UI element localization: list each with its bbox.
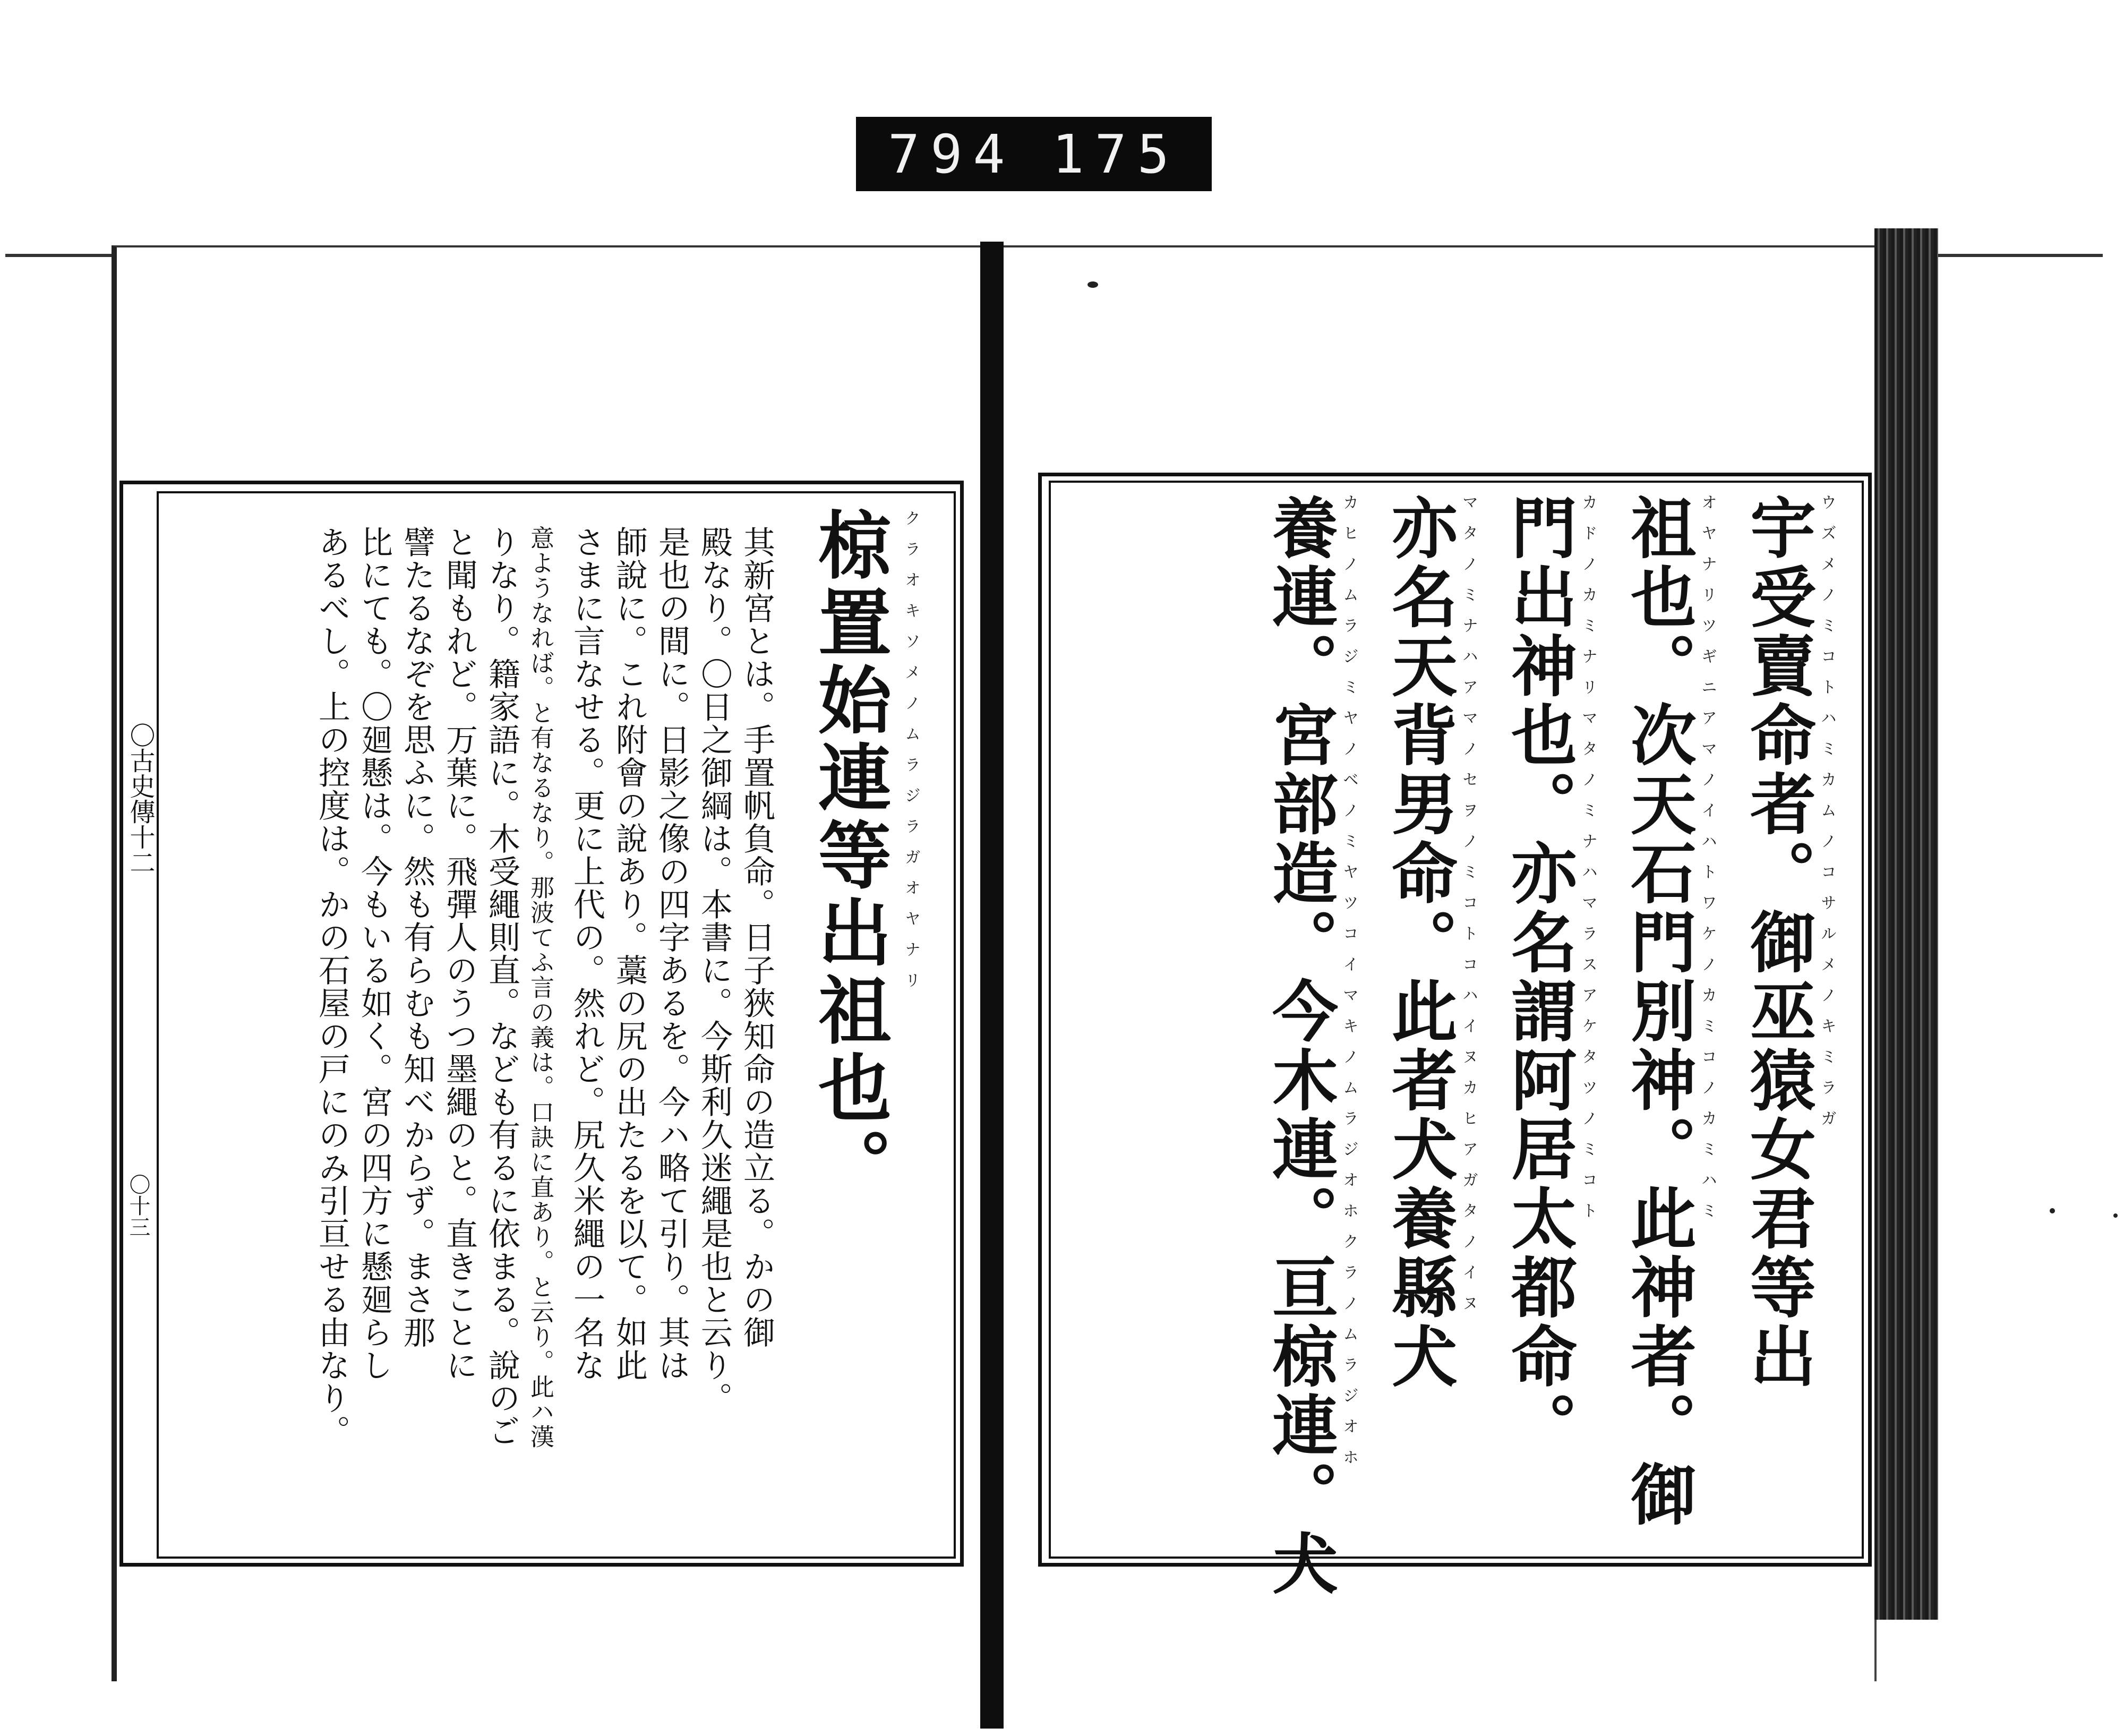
running-title: 〇古史傳十二 [125, 722, 155, 875]
commentary-column: と聞もれど。万葉に。飛彈人のうつ墨繩のと。直きことに [441, 526, 478, 1382]
commentary-column: 是也の間に。日影之像の四字あるを。今ハ略て引り。其は [653, 526, 690, 1382]
commentary-column: 譬たるなぞを思ふに。然も有らむも知べからず。まさ那 [398, 526, 435, 1349]
commentary-column: あるべし。上の控度は。かの石屋の戸にのみ引亘せる由なり。 [313, 526, 350, 1448]
commentary-column: 殿なり。〇日之御綱は。本書に。今斯利久迷繩是也と云り。 [696, 526, 733, 1415]
scan-label [856, 117, 1212, 191]
page-edges [1874, 228, 1938, 1620]
commentary-column: 師說に。これ附會の說あり。藁の尻の出たるを以て。如此 [611, 526, 648, 1382]
scan-number-right: 175 [1052, 123, 1180, 185]
main-text-column: 亦名天背男命。此者犬養縣犬 [1381, 494, 1458, 1391]
title-ruby: クラオキソメノムラジラガオヤナリ [902, 510, 920, 1003]
main-text-column: 門出神也。亦名謂阿居太都命。 [1500, 494, 1577, 1460]
ruby-line: カドノカミナリマタノミナハマラスアケタツノミコト [1579, 494, 1597, 1233]
scan-speck [1087, 281, 1098, 288]
section-title: 椋置始連等出祖也。 [806, 507, 893, 1205]
scan-number-left: 794 [888, 123, 1016, 185]
commentary-column: 比にても。〇廻懸は。今もいる如く。宮の四方に懸廻らし [356, 526, 393, 1382]
commentary-column: 其新宮とは。手置帆負命。日子狹知命の造立る。かの御 [738, 526, 775, 1349]
book-gutter [980, 242, 1004, 1729]
main-text-column: 宇受賣命者。御巫猿女君等出 [1739, 494, 1816, 1391]
ruby-line: カヒノムラジミヤノベノミヤツコイマキノムラジオホクラノムラジオホ [1340, 494, 1358, 1480]
scan-speck [2050, 1208, 2055, 1213]
main-text-column: 養連。宮部造。今木連。亘椋連。犬 [1261, 494, 1338, 1598]
ruby-line: マタノミナハアマノセヲノミコトコハイヌカヒアガタノイヌ [1459, 494, 1478, 1325]
main-text-column: 祖也。次天石門別神。此神者。御 [1620, 494, 1697, 1529]
commentary-column: 意ようなれば。と有なるなり。那波てふ言の義は。口訣に直あり。と云り。此ハ漢 [526, 526, 554, 1449]
ruby-line: オヤナリツギニアマノイハトワケノカミコノカミハミ [1698, 494, 1717, 1233]
commentary-column: りなり。籍家語に。木受繩則直。なども有るに依まる。說のご [483, 526, 520, 1448]
commentary-column: さまに言なせる。更に上代の。然れど。尻久米繩の一名な [568, 526, 605, 1382]
scan-speck [2113, 1213, 2118, 1218]
ruby-line: ウズメノミコトハミカムノコサルメノキミラガ [1818, 494, 1836, 1141]
page-number: 〇十三 [126, 1174, 150, 1237]
